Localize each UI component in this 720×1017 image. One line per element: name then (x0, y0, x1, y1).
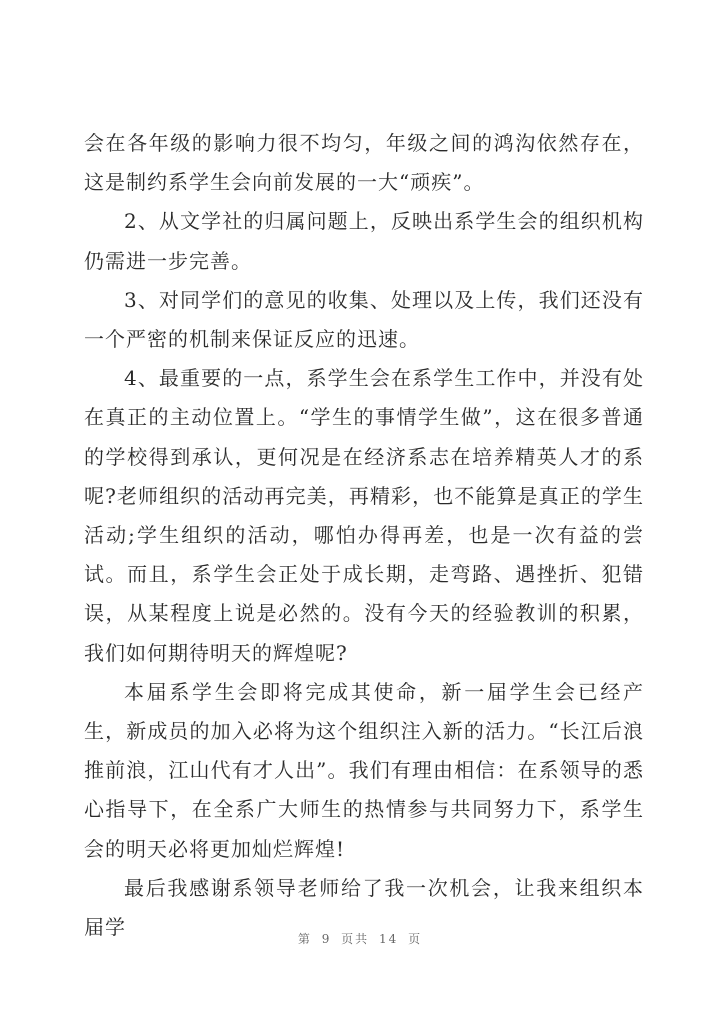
footer-middle: 页共 (341, 932, 370, 946)
paragraph-1: 会在各年级的影响力很不均匀，年级之间的鸿沟依然存在，这是制约系学生会向前发展的一大“顽疾”。 (84, 131, 644, 195)
paragraph-4: 4、最重要的一点，系学生会在系学生工作中，并没有处在真正的主动位置上。“学生的事情学生做”，这在很多普通的学校得到承认，更何况是在经济系志在培养精英人才的系呢?老师组织的活动再完美，再精彩，也不能算是真正的学生活动;学生组织的活动，哪怕办得再差，也是一次有益的尝试。而且，系学生会正处于成长期，走弯路、遇挫折、犯错误，从某程度上说是必然的。没有今天的经验教训的积累，我们如何期待明天的辉煌呢? (84, 366, 644, 665)
paragraph-6: 最后我感谢系领导老师给了我一次机会，让我来组织本届学 (84, 875, 644, 940)
footer-total-pages: 14 (379, 932, 399, 946)
paragraph-5: 本届系学生会即将完成其使命，新一届学生会已经产生，新成员的加入必将为这个组织注入新的活力。“长江后浪推前浪，江山代有才人出”。我们有理由相信：在系领导的悉心指导下，在全系广大师生的热情参与共同努力下，系学生会的明天必将更加灿烂辉煌! (84, 679, 644, 861)
footer-current-page: 9 (321, 932, 332, 946)
paragraph-3: 3、对同学们的意见的收集、处理以及上传，我们还没有一个严密的机制来保证反应的迅速。 (84, 287, 644, 352)
footer-suffix: 页 (408, 932, 423, 946)
page-footer (0, 930, 720, 947)
document-body (84, 124, 644, 947)
paragraph-2: 2、从文学社的归属问题上，反映出系学生会的组织机构仍需进一步完善。 (84, 209, 644, 273)
footer-prefix: 第 (297, 932, 312, 946)
